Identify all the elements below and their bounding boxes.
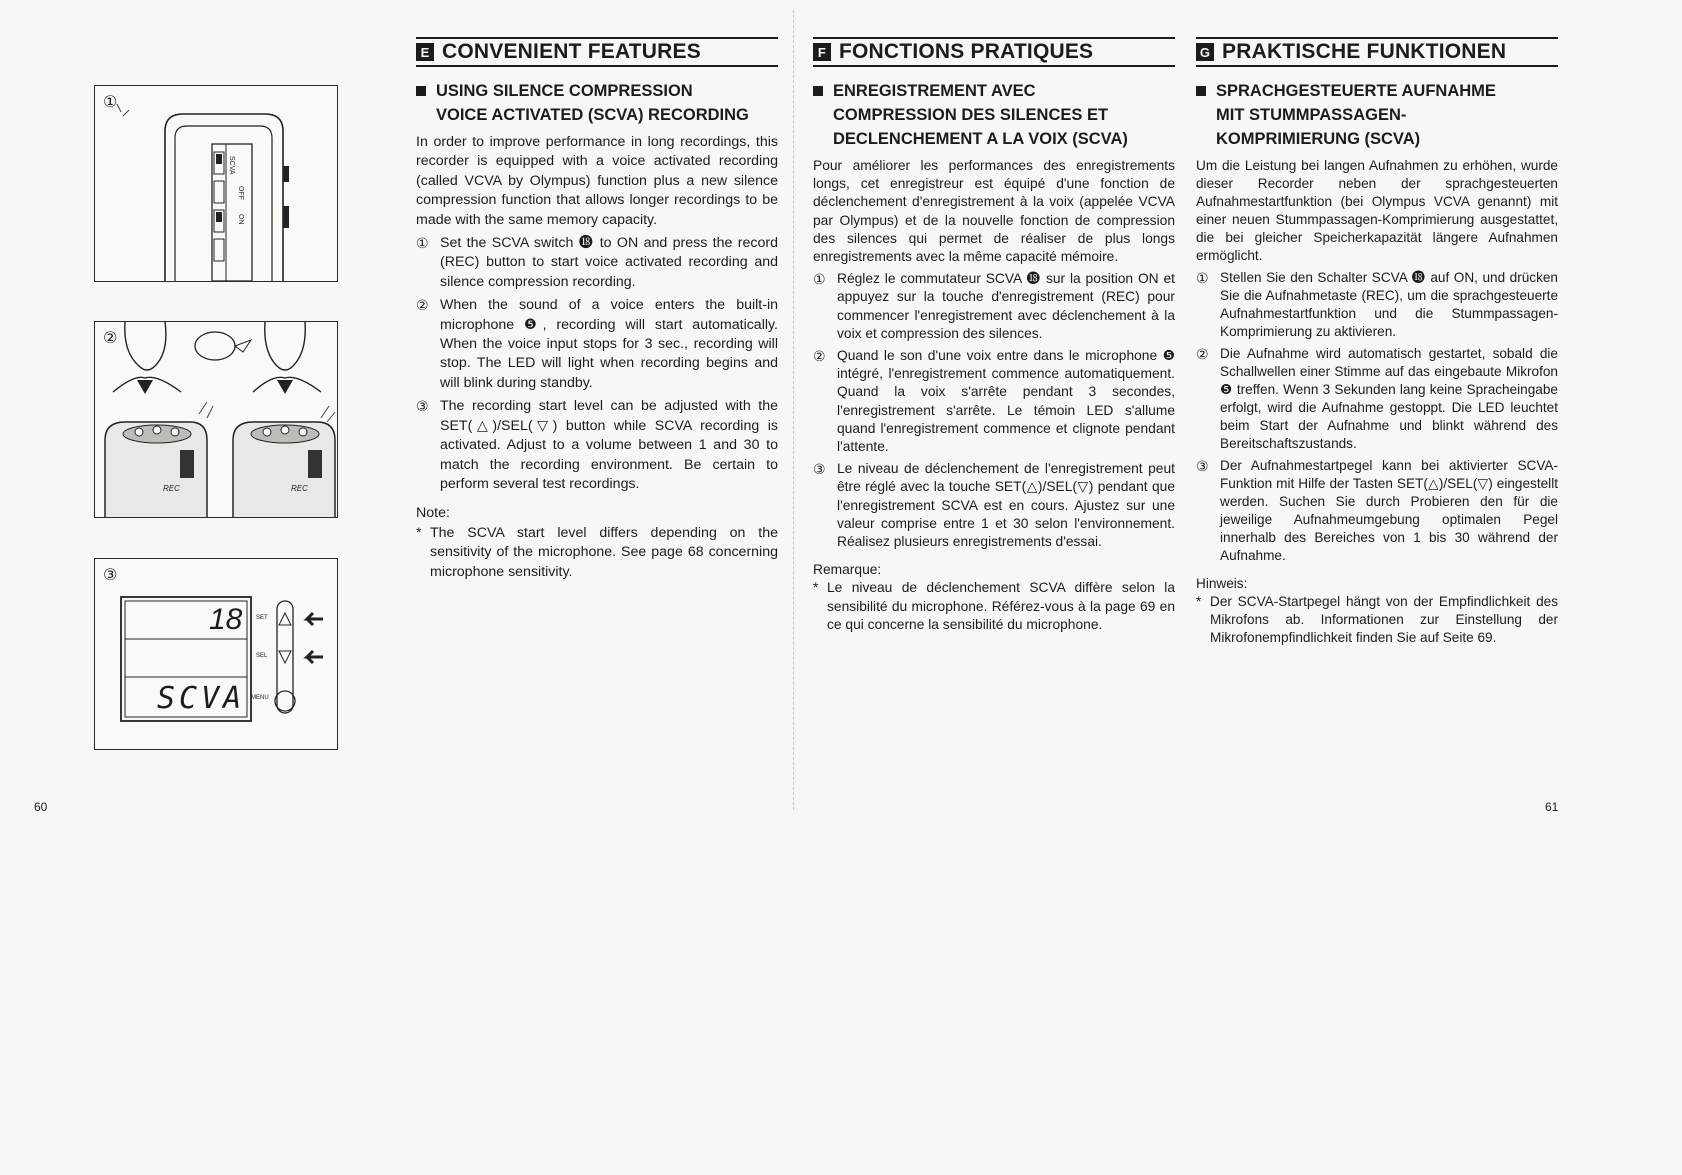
note-asterisk: * [416, 524, 422, 541]
step-text: Stellen Sie den Schalter SCVA ⓲ auf ON, und drücken Sie die Aufnahmetaste (REC), um die sprachgesteuerte Aufnahmestartfunktion und die Stummpassagen-Komprimierung zu aktivieren. [1220, 270, 1558, 339]
english-heading-line: VOICE ACTIVATED (SCVA) RECORDING [436, 106, 749, 124]
column-english [416, 37, 778, 582]
set-label: SET [256, 615, 268, 621]
french-note-label: Remarque: [813, 562, 882, 578]
display-level-value: 18 [209, 603, 243, 636]
switch-label-on: ON [237, 214, 244, 225]
step-number: ① [813, 271, 826, 288]
switch-label-off: OFF [237, 186, 244, 200]
french-step-3 [813, 460, 1175, 551]
lcd-display-illustration [95, 559, 337, 749]
step-text: Quand le son d'une voix entre dans le microphone ❺ intégré, l'enregistrement commence automatiquement. Quand la voix s'arrête pendant 3 secondes, l'enregistrement s'arrête. Le témoin LED s'allume quand l'enregistrement commence et clignote pendant l'attente. [837, 348, 1175, 455]
figure-2-number: ② [103, 330, 118, 347]
step-number: ② [1196, 346, 1209, 362]
german-step-2 [1196, 345, 1558, 453]
note-text: The SCVA start level differs depending on the sensitivity of the microphone. See page 68 concerning microphone sensitivity. [430, 524, 778, 580]
english-heading-bullet [416, 86, 426, 96]
french-heading-line: DECLENCHEMENT A LA VOIX (SCVA) [833, 130, 1128, 148]
french-heading-line: COMPRESSION DES SILENCES ET [833, 106, 1109, 124]
english-heading-line: USING SILENCE COMPRESSION [436, 82, 693, 100]
step-number: ② [813, 348, 826, 365]
column-french [813, 37, 1175, 634]
german-body [1196, 157, 1558, 647]
german-heading-bullet [1196, 86, 1206, 96]
english-body [416, 133, 778, 582]
switch-label-scva: SCVA [228, 156, 235, 175]
german-heading [1196, 79, 1558, 151]
step-text: When the sound of a voice enters the built-in microphone ❺, recording will start automatically. When the voice input stops for 3 sec., recording will stop. The LED will light when recording begins and will blink during standby. [440, 297, 778, 391]
menu-label: MENU [251, 695, 269, 701]
english-intro: In order to improve performance in long recordings, this recorder is equipped with a voice activated recording (called VCVA by Olympus) function plus a new silence compression function that allows longer recordings to be made with the same memory capacity. [416, 134, 778, 228]
french-step-2 [813, 347, 1175, 456]
french-heading [813, 79, 1175, 151]
german-title: PRAKTISCHE FUNKTIONEN [1222, 40, 1507, 63]
english-note-label: Note: [416, 505, 450, 522]
german-note [1196, 593, 1558, 647]
step-number: ③ [1196, 458, 1209, 474]
step-number: ② [416, 297, 429, 314]
german-step-3 [1196, 457, 1558, 565]
recorder-side-illustration [95, 86, 337, 281]
french-heading-bullet [813, 86, 823, 96]
step-text: The recording start level can be adjusted with the SET(△)/SEL(▽) button while SCVA recording is activated. Adjust to a volume between 1 and 30 to match the recording environment. Be certain to perform several test recordings. [440, 398, 778, 492]
page-fold-divider [793, 10, 794, 810]
step-number: ③ [416, 398, 429, 415]
english-note [416, 524, 778, 582]
french-body [813, 157, 1175, 634]
page-number-right: 61 [1545, 800, 1559, 814]
rec-label-left: REC [163, 484, 180, 493]
step-number: ③ [813, 461, 826, 478]
english-heading [416, 79, 778, 127]
step-text: Set the SCVA switch ⓲ to ON and press the record (REC) button to start voice activated recording and silence compression recording. [440, 235, 778, 290]
sel-label: SEL [256, 653, 268, 659]
french-title-bar [813, 37, 1175, 67]
german-step-1 [1196, 269, 1558, 341]
step-text: Die Aufnahme wird automatisch gestartet, sobald die Schallwellen einer Stimme auf das eingebaute Mikrofon ❺ treffen. Wenn 3 Sekunden lang keine Spracheingabe erfolgt, wird die Aufnahme gestoppt. Die LED leuchtet beim Start der Aufnahme und blinkt während des Bereitschaftszustands. [1220, 346, 1558, 451]
figure-1-number: ① [103, 94, 118, 111]
note-asterisk: * [813, 580, 819, 596]
note-asterisk: * [1196, 594, 1202, 609]
english-step-3 [416, 397, 778, 494]
french-intro: Pour améliorer les performances des enregistrements longs, cet enregistreur est équipé d'une fonction de déclenchement d'enregistrement à la voix (appelée VCVA par Olympus) et de la nouvelle fonction de compression des silences qui permet de réaliser de plus longs enregistrements avec la même capacité mémoire. [813, 158, 1175, 265]
rec-label-right: REC [291, 484, 308, 493]
page-number-left: 60 [34, 800, 48, 814]
german-badge: G [1196, 43, 1214, 61]
french-note [813, 579, 1175, 634]
german-heading-line: SPRACHGESTEUERTE AUFNAHME [1216, 82, 1496, 100]
german-note-label: Hinweis: [1196, 576, 1248, 591]
english-badge: E [416, 43, 434, 61]
step-text: Le niveau de déclenchement de l'enregistrement peut être réglé avec la touche SET(△)/SEL(▽) pendant que l'enregistrement SCVA est en cours. Ajustez sur une valeur comprise entre 1 et 30 selon l'environnement. Réalisez plusieurs enregistrements d'essai. [837, 461, 1175, 550]
german-title-bar [1196, 37, 1558, 67]
figure-2-voice [94, 321, 338, 518]
column-german [1196, 37, 1558, 647]
step-number: ① [416, 235, 429, 252]
german-heading-line: MIT STUMMPASSAGEN- [1216, 106, 1407, 124]
display-mode-text: SCVA [157, 681, 246, 716]
french-title: FONCTIONS PRATIQUES [839, 40, 1094, 63]
german-intro: Um die Leistung bei langen Aufnahmen zu erhöhen, wurde dieser Recorder neben der sprachgesteuerten Aufnahmestartfunktion (bei Olympus VCVA genannt) mit einer neuen Stummpassagen-Komprimierung ausgestattet, die bei gleicher Speicherkapazität längere Aufnahmen ermöglicht. [1196, 158, 1558, 263]
german-heading-line: KOMPRIMIERUNG (SCVA) [1216, 130, 1421, 148]
french-step-1 [813, 270, 1175, 343]
figure-3-display [94, 558, 338, 750]
english-title: CONVENIENT FEATURES [442, 40, 701, 63]
figure-1-switch [94, 85, 338, 282]
step-text: Der Aufnahmestartpegel kann bei aktivierter SCVA-Funktion mit Hilfe der Tasten SET(△)/SEL(▽) eingestellt werden. Suchen Sie durch Probieren den für die jeweilige Aufnahmeumgebung optimalen Pegel innerhalb des Bereiches von 1 bis 30 während der Aufnahme. [1220, 458, 1558, 563]
note-text: Der SCVA-Startpegel hängt von der Empfindlichkeit des Mikrofons ab. Informationen zur Einstellung der Mikrofonempfindlichkeit finden Sie auf Seite 69. [1210, 594, 1558, 645]
french-heading-line: ENREGISTREMENT AVEC [833, 82, 1036, 100]
step-number: ① [1196, 270, 1209, 286]
english-step-2 [416, 296, 778, 393]
english-step-1 [416, 234, 778, 292]
note-text: Le niveau de déclenchement SCVA diffère selon la sensibilité du microphone. Référez-vous à la page 69 en ce qui concerne la sensibilité du microphone. [827, 580, 1175, 632]
english-title-bar [416, 37, 778, 67]
step-text: Réglez le commutateur SCVA ⓲ sur la position ON et appuyez sur la touche d'enregistrement (REC) pour commencer l'enregistrement avec déclenchement à la voix et compression des silences. [837, 271, 1175, 341]
figure-3-number: ③ [103, 567, 118, 584]
french-badge: F [813, 43, 831, 61]
